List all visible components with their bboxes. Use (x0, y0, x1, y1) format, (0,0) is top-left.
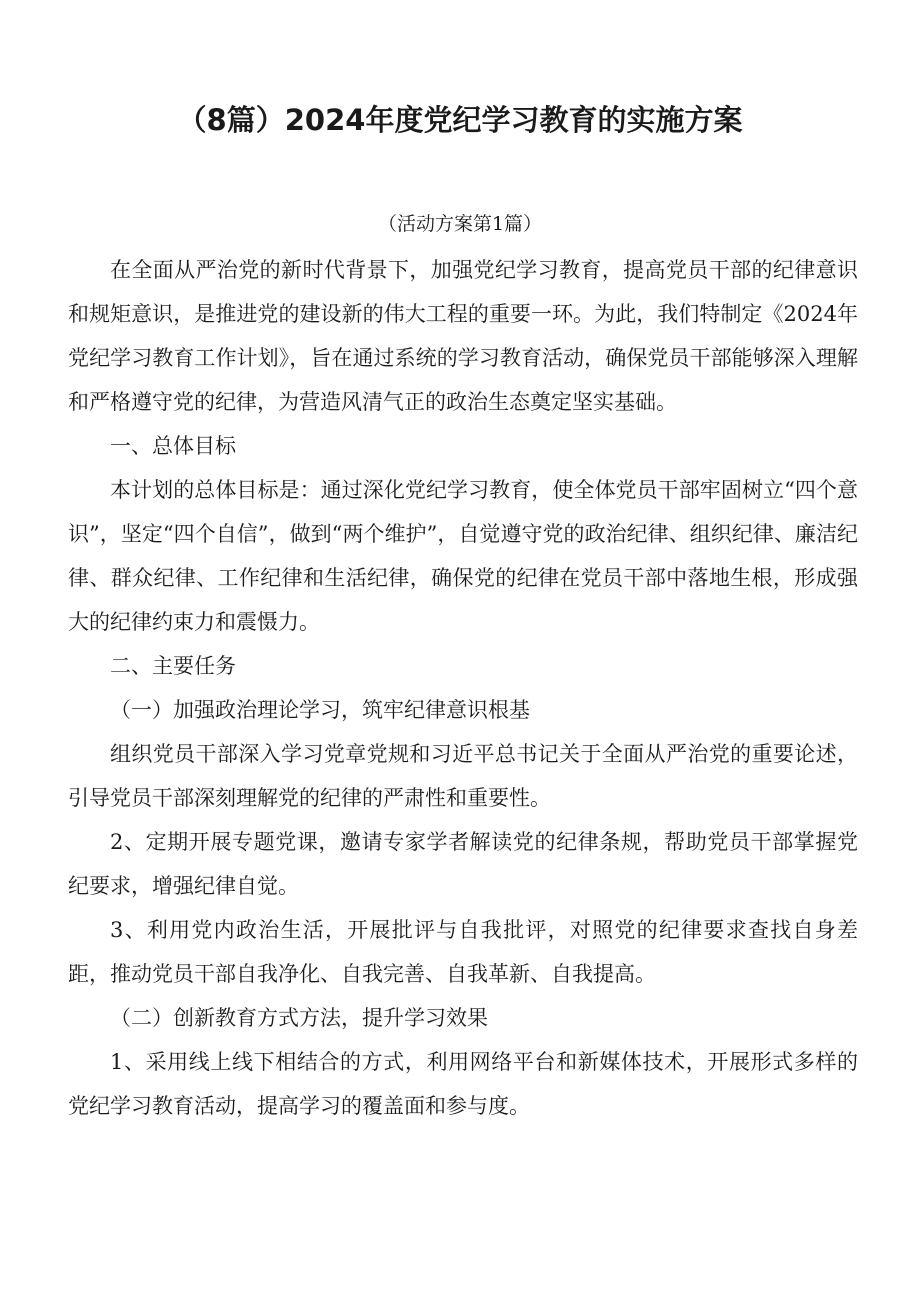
document-subtitle: （活动方案第1篇） (377, 213, 543, 235)
section-heading: 一、总体目标 (110, 434, 236, 458)
document-body (68, 248, 858, 1128)
subsection-heading: （一）加强政治理论学习，筑牢纪律意识根基 (110, 698, 530, 722)
paragraph-intro: 在全面从严治党的新时代背景下，加强党纪学习教育，提高党员干部的纪律意识和规矩意识，是推进党的建设新的伟大工程的重要一环。为此，我们特制定《2024年党纪学习教育工作计划》，旨在通过系统的学习教育活动，确保党员干部能够深入理解和严格遵守党的纪律，为营造风清气正的政治生态奠定坚实基础。 (68, 258, 858, 414)
paragraph-item: 3、利用党内政治生活，开展批评与自我批评，对照党的纪律要求查找自身差距，推动党员干部自我净化、自我完善、自我革新、自我提高。 (68, 918, 858, 986)
subsection-heading: （二）创新教育方式方法，提升学习效果 (110, 1006, 488, 1030)
document-title: （8篇）2024年度党纪学习教育的实施方案 (177, 103, 743, 137)
paragraph-item: 组织党员干部深入学习党章党规和习近平总书记关于全面从严治党的重要论述，引导党员干部深刻理解党的纪律的严肃性和重要性。 (68, 742, 858, 810)
paragraph-item: 2、定期开展专题党课，邀请专家学者解读党的纪律条规，帮助党员干部掌握党纪要求，增强纪律自觉。 (68, 830, 858, 898)
paragraph-goal: 本计划的总体目标是：通过深化党纪学习教育，使全体党员干部牢固树立“四个意识”，坚定“四个自信”，做到“两个维护”，自觉遵守党的政治纪律、组织纪律、廉洁纪律、群众纪律、工作纪律和生活纪律，确保党的纪律在党员干部中落地生根，形成强大的纪律约束力和震慑力。 (68, 478, 858, 634)
paragraph-item: 1、采用线上线下相结合的方式，利用网络平台和新媒体技术，开展形式多样的党纪学习教育活动，提高学习的覆盖面和参与度。 (68, 1050, 858, 1118)
section-heading: 二、主要任务 (110, 654, 236, 678)
